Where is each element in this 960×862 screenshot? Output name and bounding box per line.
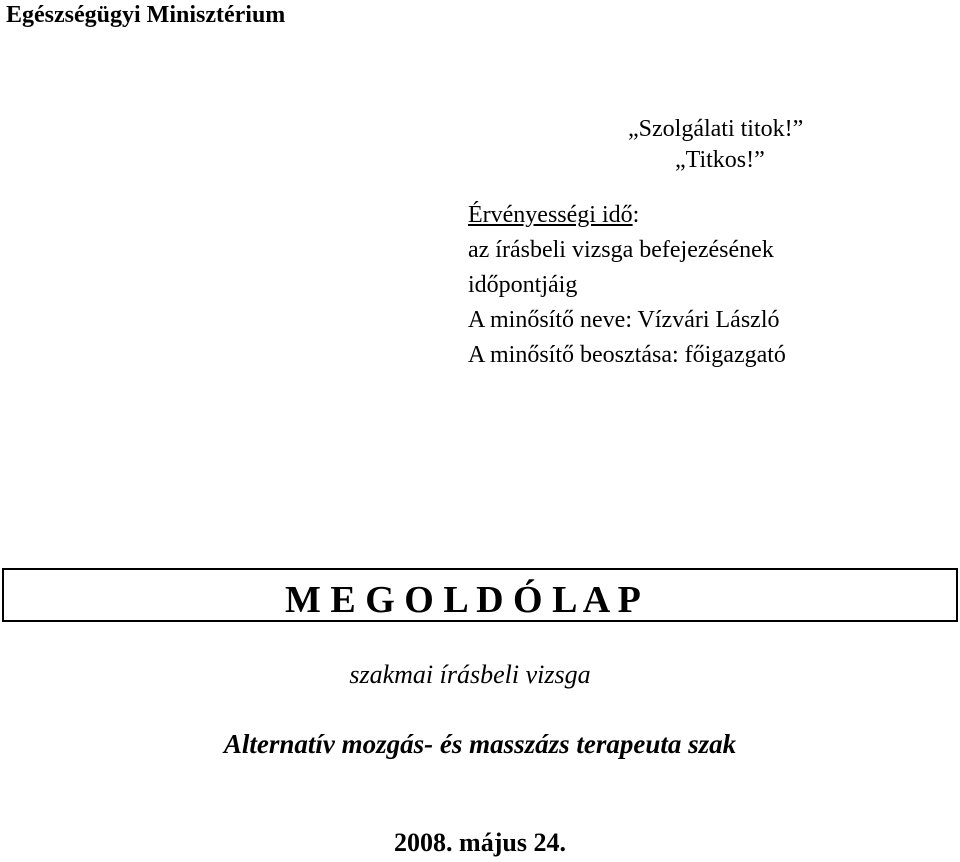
exam-type: szakmai írásbeli vizsga — [349, 660, 591, 689]
classifier-name: A minősítő neve: Vízvári László — [468, 307, 780, 333]
ministry-name: Egészségügyi Minisztérium — [6, 2, 286, 28]
validity-line-3: időpontjáig — [468, 272, 578, 298]
classification-service-secret: „Szolgálati titok!” — [628, 116, 804, 142]
classifier-position: A minősítő beosztása: főigazgató — [468, 342, 786, 368]
validity-label: Érvényességi idő — [468, 202, 633, 228]
exam-date: 2008. május 24. — [394, 828, 566, 857]
validity-label-colon: : — [632, 202, 640, 228]
validity-line-2: az írásbeli vizsga befejezésének — [468, 237, 774, 263]
validity-block — [468, 198, 786, 373]
specialty-name: Alternatív mozgás- és masszázs terapeuta szak — [223, 729, 737, 759]
document-title: M E G O L D Ó L A P — [285, 579, 641, 621]
validity-label-line — [468, 198, 786, 233]
classification-secret: „Titkos!” — [675, 147, 765, 173]
